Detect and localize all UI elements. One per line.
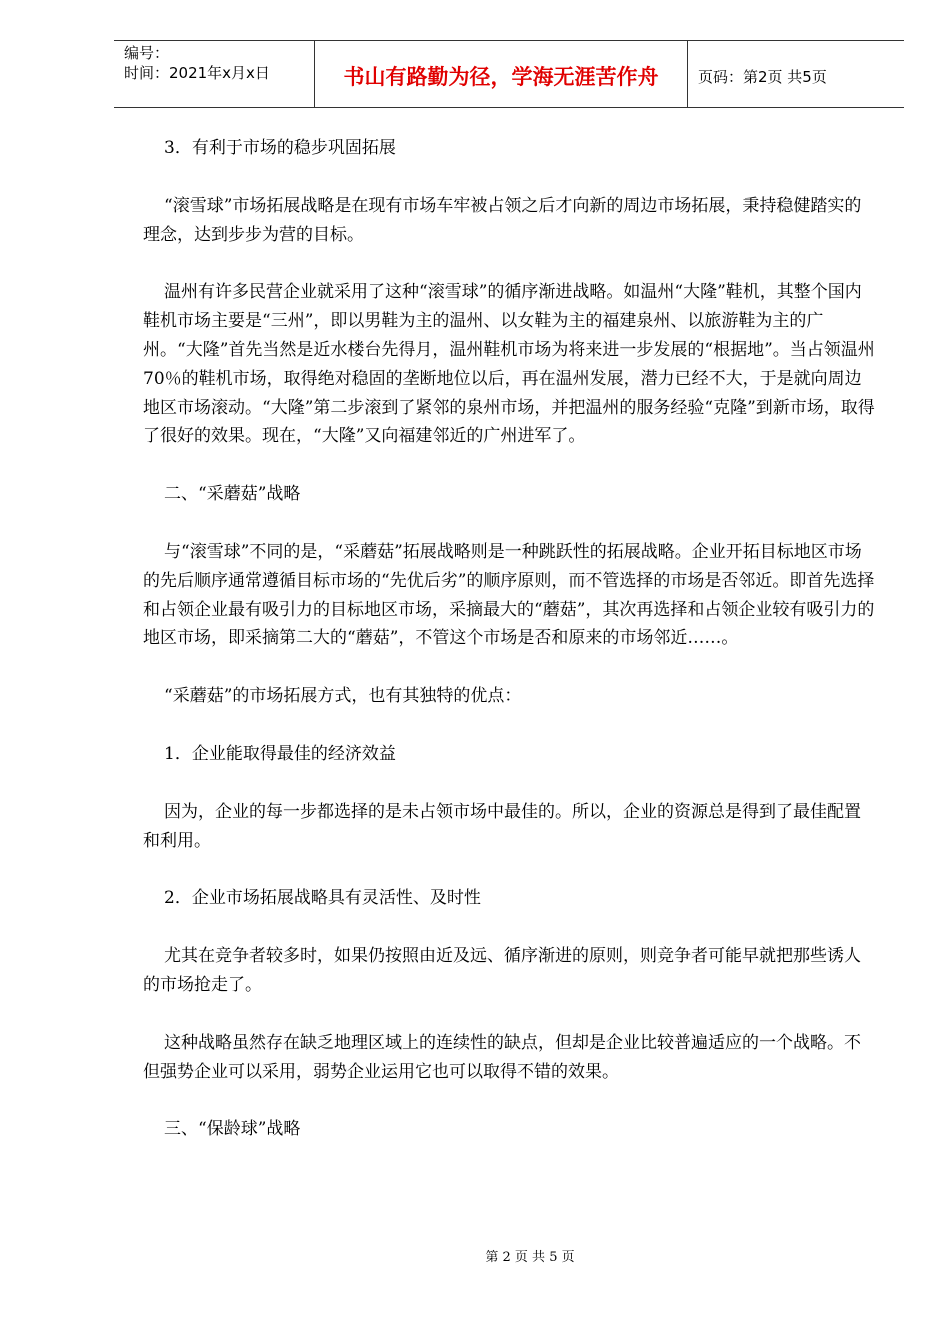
page-footer: 第 2 页 共 5 页 — [485, 1250, 575, 1265]
paragraph: 因为，企业的每一步都选择的是未占领市场中最佳的。所以，企业的资源总是得到了最佳配置和利用。 — [143, 801, 861, 851]
number-label: 编号： — [124, 44, 170, 62]
header-motto: 书山有路勤为径，学海无涯苦作舟 — [314, 41, 688, 107]
header-meta — [114, 41, 314, 107]
paragraph: “滚雪球”市场拓展战略是在现有市场车牢被占领之后才向新的周边市场拓展，秉持稳健踏实的理念，达到步步为营的目标。 — [143, 195, 862, 245]
paragraph: 这种战略虽然存在缺乏地理区域上的连续性的缺点，但却是企业比较普遍适应的一个战略。不但强势企业可以采用，弱势企业运用它也可以取得不错的效果。 — [143, 1032, 861, 1082]
paragraph-heading: 1．企业能取得最佳的经济效益 — [164, 743, 396, 764]
paragraph-heading: 2．企业市场拓展战略具有灵活性、及时性 — [164, 888, 481, 909]
section-heading: 三、“保龄球”战略 — [164, 1119, 301, 1140]
time-label: 时间：2021年x月x日 — [124, 64, 270, 82]
page-header — [114, 40, 904, 108]
paragraph: 尤其在竞争者较多时，如果仍按照由近及远、循序渐进的原则，则竞争者可能早就把那些诱人的市场抢走了。 — [143, 946, 861, 995]
header-page-info: 页码：第2页 共5页 — [698, 67, 827, 86]
paragraph: 与“滚雪球”不同的是，“采蘑菇”拓展战略则是一种跳跃性的拓展战略。企业开拓目标地区市场的先后顺序通常遵循目标市场的“先优后劣”的顺序原则，而不管选择的市场是否邻近。即首先选择和占领企业最有吸引力的目标地区市场，采摘最大的“蘑菇”，其次再选择和占领企业较有吸引力的地区市场，即采摘第二大的“蘑菇”，不管这个市场是否和原来的市场邻近……。 — [143, 541, 875, 649]
paragraph: 温州有许多民营企业就采用了这种“滚雪球”的循序渐进战略。如温州“大隆”鞋机，其整个国内鞋机市场主要是“三州”，即以男鞋为主的温州、以女鞋为主的福建泉州、以旅游鞋为主的广州。“大隆”首先当然是近水楼台先得月，温州鞋机市场为将来进一步发展的“根据地”。当占领温州70％的鞋机市场，取得绝对稳固的垄断地位以后，再在温州发展，潜力已经不大，于是就向周边地区市场滚动。“大隆”第二步滚到了紧邻的泉州市场，并把温州的服务经验“克隆”到新市场，取得了很好的效果。现在，“大隆”又向福建邻近的广州进军了。 — [143, 282, 875, 447]
document-body — [143, 134, 875, 1144]
paragraph: “采蘑菇”的市场拓展方式，也有其独特的优点： — [164, 686, 522, 707]
paragraph-heading: 3．有利于市场的稳步巩固拓展 — [164, 138, 396, 158]
section-heading: 二、“采蘑菇”战略 — [164, 484, 301, 505]
